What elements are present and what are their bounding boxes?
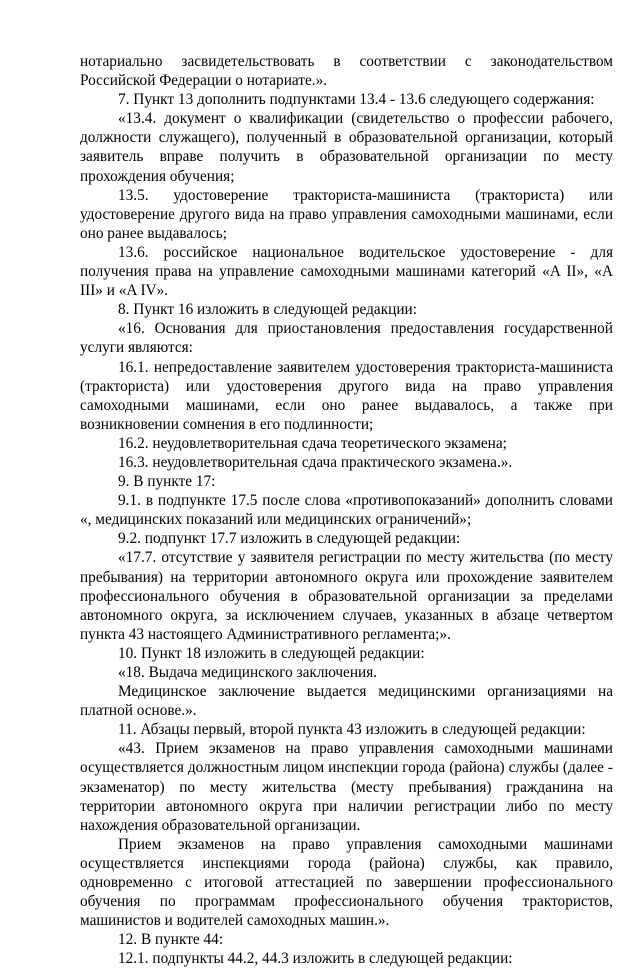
paragraph: 7. Пункт 13 дополнить подпунктами 13.4 - 13.6 следующего содержания: [118,91,595,109]
paragraph: 9.2. подпункт 17.7 изложить в следующей редакции: [118,530,461,548]
paragraph: 9.1. в подпункте 17.5 после слова «противопоказаний» дополнить словами «, медицинских показаний или медицинских ограничений»; [80,492,613,529]
paragraph: 16.1. непредоставление заявителем удостоверения тракториста-машиниста (тракториста) или удостоверения другого вида на право управления самоходными машинами, если оно ранее выдавалось, а также при возникновении сомнения в его подлинности; [80,358,613,433]
paragraph: «43. Прием экзаменов на право управления самоходными машинами осуществляется должностным лицом инспекции города (района) службы (далее - экзаменатор) по месту жительства (месту пребывания) гражданина на территории автономного округа при наличии регистрации либо по месту нахождения образовательной организации. [80,740,613,834]
paragraph: «16. Основания для приостановления предоставления государственной услуги являются: [80,320,613,357]
paragraph: 12.1. подпункты 44.2, 44.3 изложить в следующей редакции: [118,950,513,968]
paragraph: 13.5. удостоверение тракториста-машиниста (тракториста) или удостоверение другого вида на право управления самоходными машинами, если оно ранее выдавалось; [80,186,613,242]
paragraph: Медицинское заключение выдается медицинскими организациями на платной основе.». [80,683,613,720]
paragraph: 16.3. неудовлетворительная сдача практического экзамена.». [118,453,513,471]
paragraph: 16.2. неудовлетворительная сдача теоретического экзамена; [118,434,507,452]
paragraph: «18. Выдача медицинского заключения. [118,664,378,681]
paragraph: «17.7. отсутствие у заявителя регистрации по месту жительства (по месту пребывания) на территории автономного округа или прохождение заявителем профессионального обучения в образовательной организации за пределами автономного округа, за исключением случаев, указанных в абзаце четвертом пункта 43 настоящего Административного регламента;». [80,549,613,643]
paragraph: 13.6. российское национальное водительское удостоверение - для получения права на управление самоходными машинами категорий «A II», «A III» и «A IV». [80,243,613,300]
document-body [80,52,613,969]
paragraph: 9. В пункте 17: [118,473,216,491]
paragraph: нотариально засвидетельствовать в соответствии с законодательством Российской Федерации о нотариате.». [80,53,613,90]
paragraph: 12. В пункте 44: [118,931,224,949]
paragraph: Прием экзаменов на право управления самоходными машинами осуществляется инспекциями города (района) службы, как правило, одновременно с итоговой аттестацией по завершении профессионального обучения по программам профессионального обучения трактористов, машинистов и водителей самоходных машин.». [80,835,613,930]
paragraph: 8. Пункт 16 изложить в следующей редакции: [118,301,417,319]
paragraph: 10. Пункт 18 изложить в следующей редакции: [118,644,425,662]
paragraph: «13.4. документ о квалификации (свидетельство о профессии рабочего, должности служащего), полученный в образовательной организации, который заявитель вправе получить в образовательной организации по месту прохождения обучения; [80,110,613,185]
paragraph: 11. Абзацы первый, второй пункта 43 изложить в следующей редакции: [118,721,586,739]
